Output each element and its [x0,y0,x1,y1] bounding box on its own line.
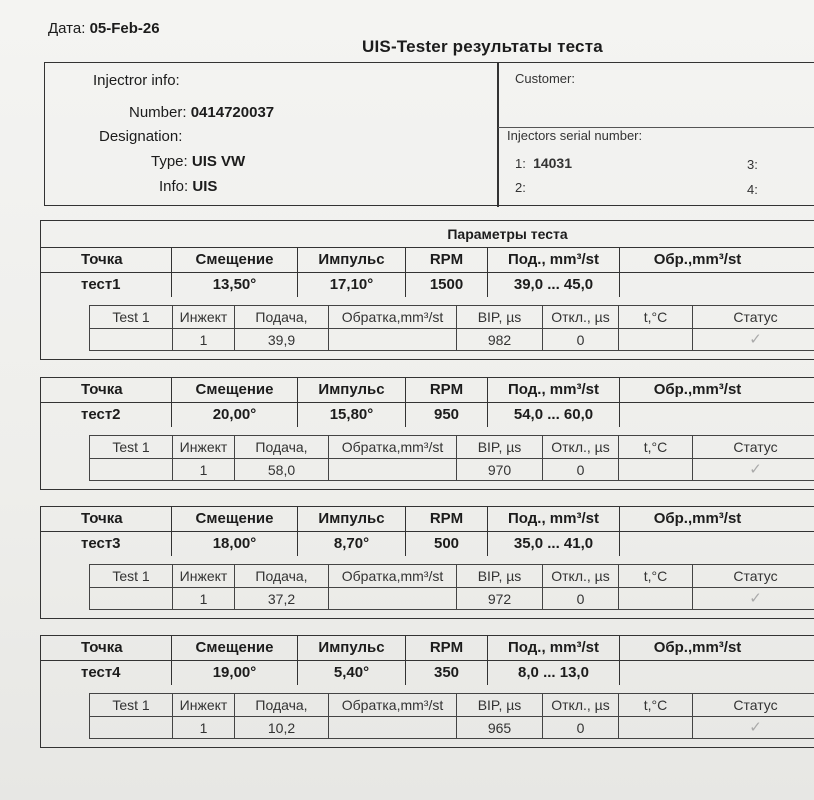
temp-value [618,717,692,739]
result-header-row [90,694,814,717]
test-point: тест2 [81,406,121,423]
number-value: 0414720037 [190,104,275,121]
divider [497,63,499,207]
page-title: UIS-Tester результаты теста [362,37,603,56]
sub-feed: Подача, [234,436,328,458]
result-table [89,564,814,610]
impulse-value: 5,40° [297,661,405,685]
offset-value: 19,00° [171,661,297,685]
serial-slot-2 [515,180,526,195]
result-wrap [41,427,814,489]
designation-label: Designation: [99,128,183,145]
sub-deviation: Откл., µs [542,306,618,328]
status-check-icon: ✓ [692,588,814,610]
result-value-row [90,717,814,739]
rpm-value: 500 [405,532,487,556]
params-header-row [41,378,814,403]
return-range [619,273,775,297]
offset-value: 18,00° [171,532,297,556]
params-title: Параметры теста [41,221,814,248]
test-block-4 [40,635,814,748]
injector-info-heading: Injectror info: [93,72,180,89]
serial-slot-3 [747,157,758,172]
status-check-icon: ✓ [692,459,814,481]
sub-feed: Подача, [234,565,328,587]
result-header-row [90,306,814,329]
sub-temp: t,°C [618,436,692,458]
sub-status: Статус [692,436,814,458]
sub-test-label: Test 1 [112,697,150,713]
params-header-row [41,636,814,661]
serial-slot-1 [515,155,572,171]
col-feed: Под., mm³/st [487,636,619,660]
slot-num: 2: [515,180,526,195]
bip-value: 970 [456,459,542,481]
result-wrap [41,556,814,618]
col-offset: Смещение [171,507,297,531]
return-range [619,661,775,685]
col-feed: Под., mm³/st [487,507,619,531]
temp-value [618,588,692,610]
feed-range: 8,0 ... 13,0 [487,661,619,685]
injector-value: 1 [172,459,234,481]
rpm-value: 950 [405,403,487,427]
return-value [328,329,456,351]
col-impulse: Импульс [297,378,405,402]
feed-value: 37,2 [234,588,328,610]
feed-value: 39,9 [234,329,328,351]
injector-value: 1 [172,329,234,351]
deviation-value: 0 [542,588,618,610]
sub-deviation: Откл., µs [542,436,618,458]
col-rpm: RPM [405,636,487,660]
sub-temp: t,°C [618,694,692,716]
sub-injector: Инжект [172,436,234,458]
sub-bip: BIP, µs [456,694,542,716]
col-return: Обр.,mm³/st [619,636,775,660]
test-point: тест3 [81,535,121,552]
col-point: Точка [81,381,123,398]
sub-injector: Инжект [172,565,234,587]
offset-value: 20,00° [171,403,297,427]
sub-temp: t,°C [618,306,692,328]
impulse-value: 15,80° [297,403,405,427]
sub-injector: Инжект [172,306,234,328]
info-value: UIS [192,178,218,195]
injector-info-box [44,62,814,206]
col-offset: Смещение [171,378,297,402]
col-return: Обр.,mm³/st [619,248,775,272]
return-range [619,532,775,556]
sub-return: Обратка,mm³/st [328,306,456,328]
params-value-row [41,403,814,427]
report-date [48,20,160,37]
serial-slot-4 [747,182,758,197]
sub-deviation: Откл., µs [542,565,618,587]
col-impulse: Импульс [297,636,405,660]
return-value [328,588,456,610]
rpm-value: 350 [405,661,487,685]
result-table [89,693,814,739]
temp-value [618,329,692,351]
impulse-value: 8,70° [297,532,405,556]
col-return: Обр.,mm³/st [619,507,775,531]
params-header-row [41,507,814,532]
test-block-1 [40,220,814,360]
empty-cell [90,588,172,610]
result-value-row [90,329,814,351]
sub-feed: Подача, [234,694,328,716]
sub-temp: t,°C [618,565,692,587]
params-value-row [41,532,814,556]
result-wrap [41,685,814,747]
number-label: Number: [129,104,187,121]
col-offset: Смещение [171,636,297,660]
rpm-value: 1500 [405,273,487,297]
params-value-row [41,661,814,685]
type-row [151,153,245,170]
slot-value: 14031 [533,155,573,171]
info-label: Info: [159,178,189,195]
number-row [129,104,274,121]
result-header-row [90,436,814,459]
sub-test-label: Test 1 [112,568,150,584]
sub-test-label: Test 1 [112,439,150,455]
sub-status: Статус [692,694,814,716]
result-table [89,435,814,481]
test-block-3 [40,506,814,619]
injector-value: 1 [172,588,234,610]
sub-status: Статус [692,565,814,587]
col-feed: Под., mm³/st [487,378,619,402]
sub-return: Обратка,mm³/st [328,436,456,458]
feed-range: 54,0 ... 60,0 [487,403,619,427]
sub-injector: Инжект [172,694,234,716]
feed-range: 35,0 ... 41,0 [487,532,619,556]
slot-num: 3: [747,157,758,172]
result-value-row [90,459,814,481]
return-value [328,717,456,739]
bip-value: 972 [456,588,542,610]
return-range [619,403,775,427]
col-point: Точка [81,639,123,656]
type-label: Type: [151,153,188,170]
status-check-icon: ✓ [692,717,814,739]
sub-status: Статус [692,306,814,328]
col-rpm: RPM [405,378,487,402]
sub-feed: Подача, [234,306,328,328]
bip-value: 982 [456,329,542,351]
col-feed: Под., mm³/st [487,248,619,272]
sub-bip: BIP, µs [456,565,542,587]
col-offset: Смещение [171,248,297,272]
offset-value: 13,50° [171,273,297,297]
info-row [159,178,217,195]
empty-cell [90,329,172,351]
date-value: 05-Feb-26 [89,20,160,37]
result-table [89,305,814,351]
result-value-row [90,588,814,610]
status-check-icon: ✓ [692,329,814,351]
feed-value: 10,2 [234,717,328,739]
params-header-row [41,248,814,273]
sub-bip: BIP, µs [456,436,542,458]
feed-value: 58,0 [234,459,328,481]
col-return: Обр.,mm³/st [619,378,775,402]
slot-num: 1: [515,156,526,171]
result-header-row [90,565,814,588]
deviation-value: 0 [542,717,618,739]
sub-test-label: Test 1 [112,309,150,325]
impulse-value: 17,10° [297,273,405,297]
col-impulse: Импульс [297,507,405,531]
test-block-2 [40,377,814,490]
result-wrap [41,297,814,359]
col-point: Точка [81,251,123,268]
slot-num: 4: [747,182,758,197]
serial-heading: Injectors serial number: [507,128,643,143]
empty-cell [90,459,172,481]
params-value-row [41,273,814,297]
return-value [328,459,456,481]
type-value: UIS VW [191,153,246,170]
bip-value: 965 [456,717,542,739]
feed-range: 39,0 ... 45,0 [487,273,619,297]
customer-label: Customer: [515,71,575,86]
sub-return: Обратка,mm³/st [328,694,456,716]
test-point: тест1 [81,276,121,293]
col-rpm: RPM [405,248,487,272]
col-rpm: RPM [405,507,487,531]
deviation-value: 0 [542,459,618,481]
deviation-value: 0 [542,329,618,351]
injector-value: 1 [172,717,234,739]
sub-deviation: Откл., µs [542,694,618,716]
test-point: тест4 [81,664,121,681]
temp-value [618,459,692,481]
date-label: Дата: [48,20,86,37]
sub-return: Обратка,mm³/st [328,565,456,587]
col-point: Точка [81,510,123,527]
sub-bip: BIP, µs [456,306,542,328]
col-impulse: Импульс [297,248,405,272]
empty-cell [90,717,172,739]
